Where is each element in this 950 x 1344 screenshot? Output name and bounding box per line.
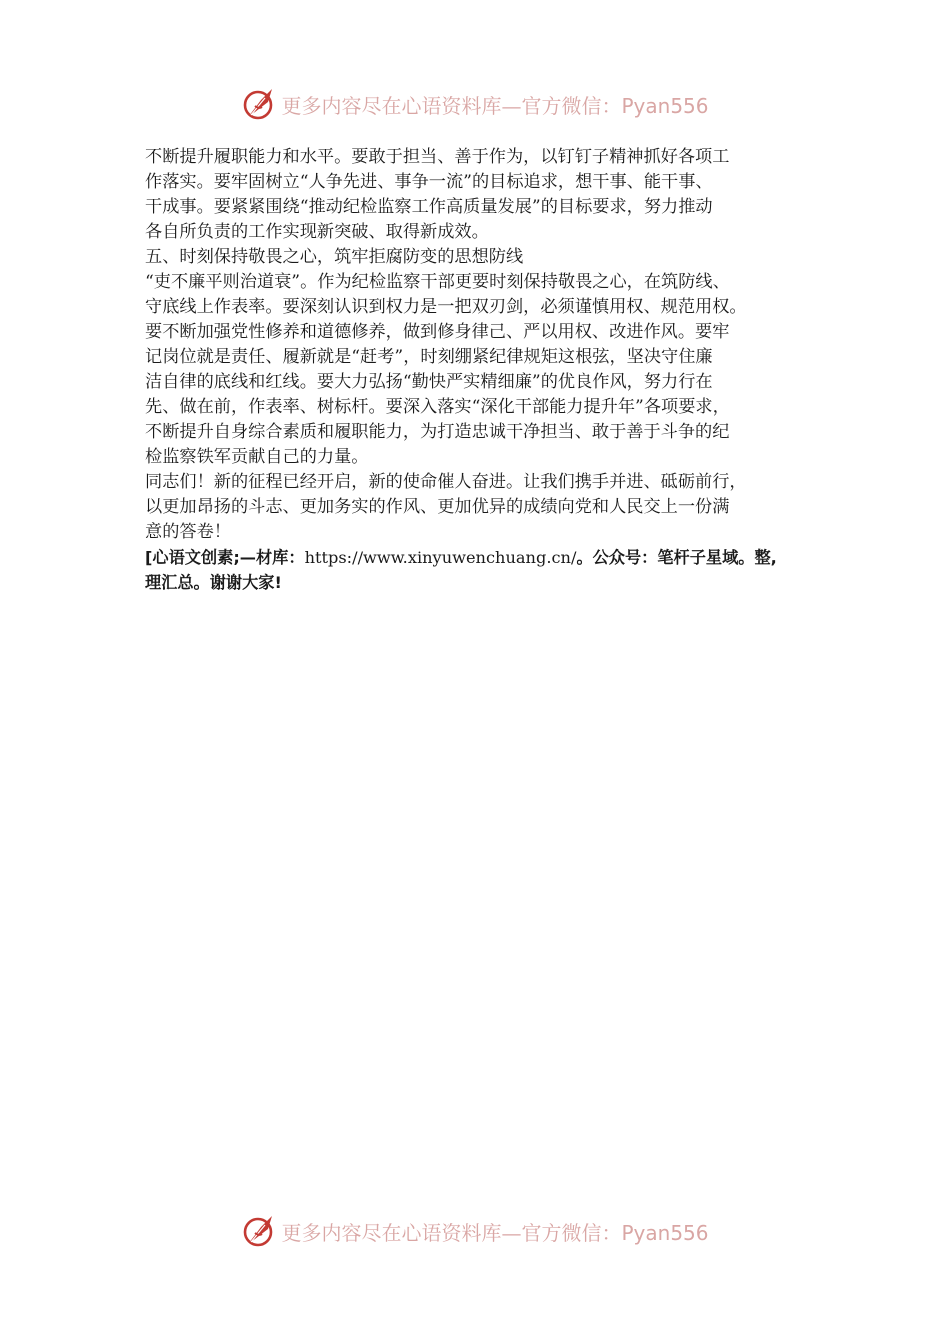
footer-banner <box>0 1209 950 1253</box>
paragraph-line: 作落实。要牢固树立“人争先进、事争一流”的目标追求，想干事、能干事、 <box>145 172 713 192</box>
document-body <box>145 145 815 595</box>
paragraph-line: 洁自律的底线和红线。要大力弘扬“勤快严实精细廉”的优良作风，努力行在 <box>145 372 713 392</box>
paragraph-line: 不断提升履职能力和水平。要敢于担当、善于作为，以钉钉子精神抓好各项工 <box>145 147 730 167</box>
paragraph-line: 各自所负责的工作实现新突破、取得新成效。 <box>145 222 489 242</box>
paragraph-line: 意的答卷！ <box>145 522 231 542</box>
banner-text: 更多内容尽在心语资料库—官方微信：Pyan556 <box>281 1220 709 1245</box>
paragraph-line: 守底线上作表率。要深刻认识到权力是一把双刃剑，必须谨慎用权、规范用权。 <box>145 297 747 317</box>
quill-pen-logo-icon <box>241 86 277 122</box>
header-banner <box>0 82 950 126</box>
banner-text: 更多内容尽在心语资料库—官方微信：Pyan556 <box>281 93 709 118</box>
source-url: https://www.xinyuwenchuang.cn/ <box>304 548 577 567</box>
paragraph-line: “吏不廉平则治道衰”。作为纪检监察干部更要时刻保持敬畏之心，在筑防线、 <box>145 272 730 292</box>
paragraph-line: 干成事。要紧紧围绕“推动纪检监察工作高质量发展”的目标要求，努力推动 <box>145 197 713 217</box>
source-note-line: 理汇总。谢谢大家! <box>145 573 282 592</box>
paragraph-line: 记岗位就是责任、履新就是“赶考”，时刻绷紧纪律规矩这根弦，坚决守住廉 <box>145 347 713 367</box>
source-note-line: [心语文创素;—材库：https://www.xinyuwenchuang.cn/。公众号：笔杆子星域。整, <box>145 548 777 567</box>
paragraph-line: 不断提升自身综合素质和履职能力，为打造忠诚干净担当、敢于善于斗争的纪 <box>145 422 730 442</box>
paragraph-line: 要不断加强党性修养和道德修养，做到修身律己、严以用权、改进作风。要牢 <box>145 322 730 342</box>
quill-pen-logo-icon <box>241 1213 277 1249</box>
paragraph-line: 先、做在前，作表率、树标杆。要深入落实“深化干部能力提升年”各项要求， <box>145 397 730 417</box>
paragraph-line: 检监察铁军贡献自己的力量。 <box>145 447 369 467</box>
paragraph-line: 同志们！新的征程已经开启，新的使命催人奋进。让我们携手并进、砥砺前行， <box>145 472 747 492</box>
paragraph-line: 以更加昂扬的斗志、更加务实的作风、更加优异的成绩向党和人民交上一份满 <box>145 497 730 517</box>
section-heading: 五、时刻保持敬畏之心，筑牢拒腐防变的思想防线 <box>145 247 524 267</box>
